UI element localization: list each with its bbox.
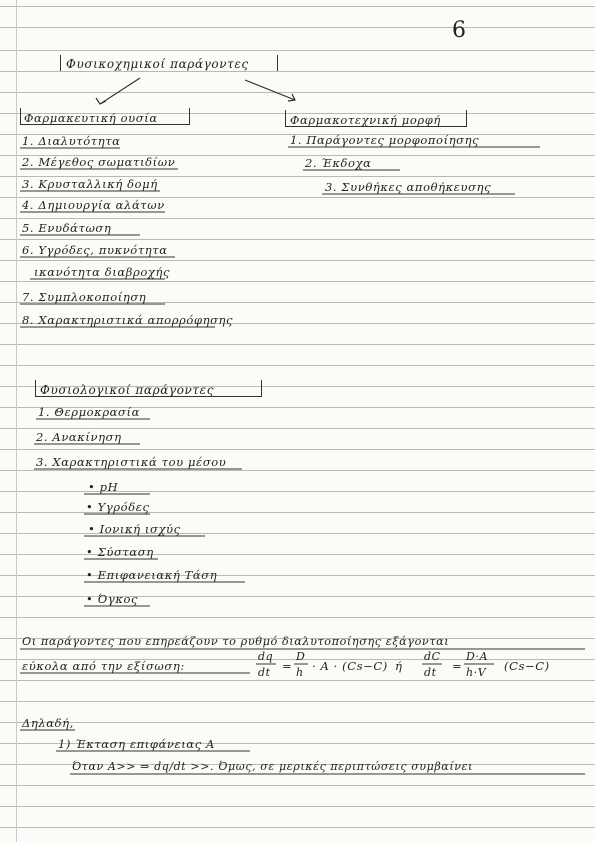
eq-or: ή bbox=[395, 659, 403, 673]
physio-item: 2. Ανακίνηση bbox=[36, 430, 122, 444]
physio-item: 1. Θερμοκρασία bbox=[38, 405, 140, 419]
medium-item: • Υγρόδες bbox=[86, 500, 150, 514]
eq2-num: dC bbox=[424, 650, 441, 663]
left-item: ικανότητα διαβροχής bbox=[34, 265, 170, 279]
dilad: Δηλαδή, bbox=[22, 716, 74, 730]
paragraph-line-1: Οι παράγοντες που επηρεάζουν το ρυθμό διαλυτοποίησης εξάγονται bbox=[22, 635, 450, 648]
right-box-title: Φαρμακοτεχνική μορφή bbox=[290, 113, 441, 127]
medium-item: • pH bbox=[88, 480, 119, 494]
left-item: 5. Ενυδάτωση bbox=[22, 221, 112, 235]
arrow-right bbox=[245, 80, 295, 100]
medium-item: • Ιονική ισχύς bbox=[88, 522, 181, 536]
physio-item: 3. Χαρακτηριστικά του μέσου bbox=[36, 455, 227, 469]
eq2-frac-num: D·A bbox=[466, 650, 489, 663]
eq1-frac-num: D bbox=[296, 650, 306, 663]
right-item: 3. Συνθήκες αποθήκευσης bbox=[325, 180, 492, 194]
eq2-den: dt bbox=[424, 666, 437, 679]
left-item: 1. Διαλυτότητα bbox=[22, 134, 121, 148]
subheading-1: 1) Έκταση επιφάνειας A bbox=[58, 737, 215, 751]
eq2-equals: = bbox=[452, 659, 463, 673]
left-item: 3. Κρυσταλλική δομή bbox=[22, 177, 158, 191]
left-item: 8. Χαρακτηριστικά απορρόφησης bbox=[22, 313, 234, 327]
eq1-rest: · A · (Cs−C) bbox=[312, 659, 388, 673]
last-line: Όταν A>> ⇒ dq/dt >>. Όμως, σε μερικές περιπτώσεις συμβαίνει bbox=[72, 760, 473, 773]
right-item: 2. Έκδοχα bbox=[305, 156, 372, 170]
eq2-rest: (Cs−C) bbox=[504, 659, 550, 673]
eq1-num: dq bbox=[258, 650, 274, 663]
left-item: 2. Μέγεθος σωματιδίων bbox=[22, 155, 176, 169]
left-box-title: Φαρμακευτική ουσία bbox=[24, 111, 158, 125]
eq1-frac-den: h bbox=[296, 666, 304, 679]
physio-title: Φυσιολογικοί παράγοντες bbox=[40, 383, 215, 397]
medium-item: • Όγκος bbox=[86, 592, 139, 606]
paragraph-line-2: εύκολα από την εξίσωση: bbox=[22, 659, 185, 673]
left-item: 6. Υγρόδες, πυκνότητα bbox=[22, 243, 168, 257]
left-item: 4. Δημιουργία αλάτων bbox=[22, 198, 165, 212]
eq1-equals: = bbox=[282, 659, 293, 673]
eq1-den: dt bbox=[258, 666, 271, 679]
medium-item: • Σύσταση bbox=[86, 545, 154, 559]
left-item: 7. Συμπλοκοποίηση bbox=[22, 290, 147, 304]
heading: Φυσικοχημικοί παράγοντες bbox=[66, 57, 249, 71]
page-number: 6 bbox=[452, 18, 467, 43]
eq2-frac-den: h·V bbox=[466, 666, 487, 679]
medium-item: • Επιφανειακή Τάση bbox=[86, 568, 218, 582]
right-item: 1. Παράγοντες μορφοποίησης bbox=[290, 133, 480, 147]
arrow-left bbox=[100, 78, 140, 104]
